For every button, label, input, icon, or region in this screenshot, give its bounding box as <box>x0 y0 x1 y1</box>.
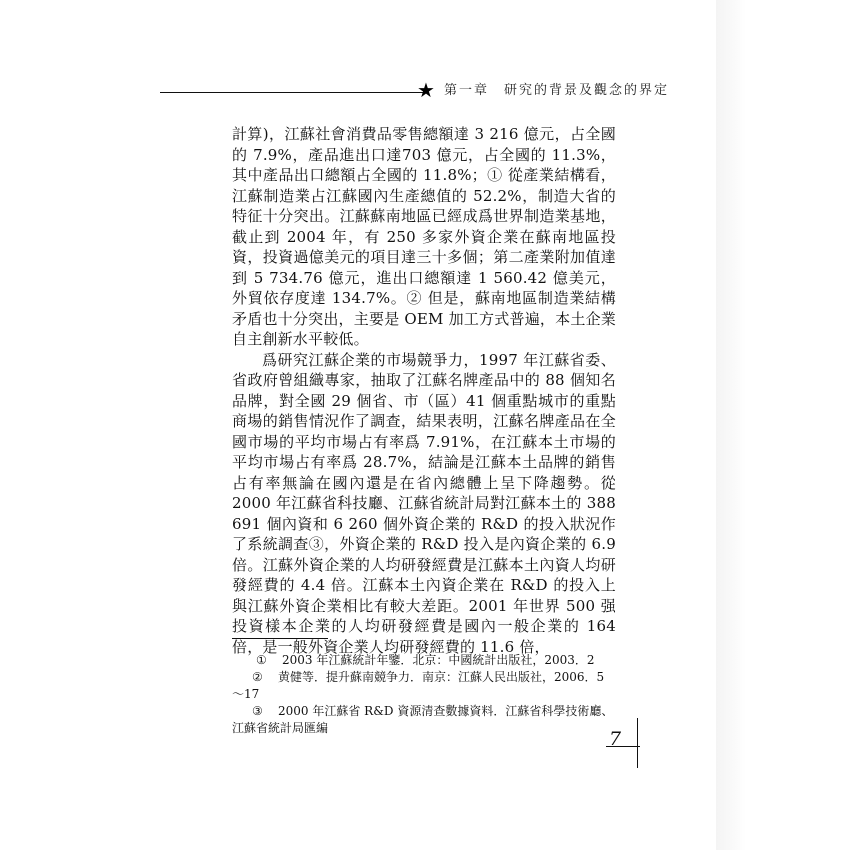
footnote-text: 2003 年江蘇統計年鑒．北京：中國統計出版社，2003．2 <box>282 653 595 667</box>
footnote <box>232 669 616 703</box>
running-header: 第一章 研究的背景及觀念的界定 <box>444 83 670 98</box>
paragraph: 計算)，江蘇社會消費品零售總額達 3 216 億元，占全國的 7.9%，產品進出口達703 億元，占全國的 11.3%，其中產品出口總額占全國的 11.8%；① 從產業結構看，江蘇制造業占江蘇國內生產總值的 52.2%，制造大省的特征十分突出。江蘇蘇南地區已經成爲世界制造業基地，截止到 2004 年，有 250 多家外資企業在蘇南地區投資，投資過億美元的項目達三十多個；第二產業附加值達到 5 734.76 億元，進出口總額達 1 560.42 億美元，外貿依存度達 134.7%。② 但是，蘇南地區制造業結構矛盾也十分突出，主要是 OEM 加工方式普遍，本土企業自主創新水平較低。 <box>232 125 616 348</box>
header-rule <box>160 92 424 93</box>
footnotes <box>232 652 616 737</box>
footnote-text: 2000 年江蘇省 R&D 資源清查數據資料．江蘇省科學技術廳、江蘇省統計局匯編 <box>232 704 614 735</box>
footnote-mark: ① <box>256 653 267 667</box>
page-number-rule <box>606 746 640 747</box>
page-number-rule-vertical <box>637 718 638 768</box>
footnote-rule <box>232 638 328 639</box>
footnote-text: 黄健等．提升蘇南競争力．南京：江蘇人民出版社，2006．5～17 <box>232 670 605 701</box>
footnote <box>232 703 616 737</box>
footnote-mark: ② <box>252 670 263 684</box>
body-text <box>232 124 616 657</box>
footnote <box>232 652 616 669</box>
page-number: 7 <box>609 728 622 750</box>
page-edge-shadow <box>716 0 746 850</box>
paragraph: 爲研究江蘇企業的市場競爭力，1997 年江蘇省委、省政府曾組織專家，抽取了江蘇名牌產品中的 88 個知名品牌，對全國 29 個省、市（區）41 個重點城市的重點商場的銷售情況作了調查，結果表明，江蘇名牌產品在全國市場的平均市場占有率爲 7.91%，在江蘇本土市場的平均市場占有率爲 28.7%，結論是江蘇本土品牌的銷售占有率無論在國內還是在省內總體上呈下降趨勢。從 2000 年江蘇省科技廳、江蘇省統計局對江蘇本土的 388 691 個內資和 6 260 個外資企業的 R&D 的投入狀況作了系統調查③，外資企業的 R&D 投入是內資企業的 6.9 倍。江蘇外資企業的人均研發經費是江蘇本土內資人均研發經費的 4.4 倍。江蘇本土內資企業在 R&D 的投入上與江蘇外資企業相比有較大差距。2001 年世界 500 强投資樣本企業的人均研發經費是國內一般企業的 164 倍，是一般外資企業人均研發經費的 11.6 倍， <box>232 350 616 656</box>
star-icon: ★ <box>417 78 435 102</box>
footnote-mark: ③ <box>252 704 263 718</box>
